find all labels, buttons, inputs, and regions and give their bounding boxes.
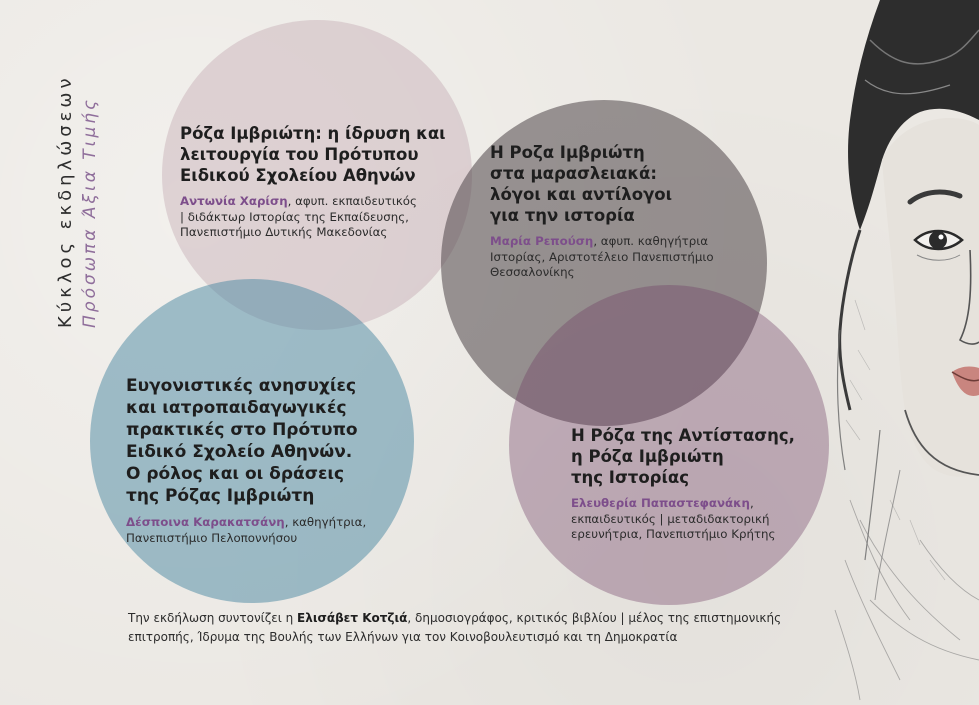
- portrait-sketch: [820, 0, 979, 705]
- moderator-name: Ελισάβετ Κοτζιά: [297, 611, 408, 625]
- speaker-name: Δέσποινα Καρακατσάνη: [126, 515, 285, 529]
- talk-2-title: Η Ροζα Ιμβριώτη στα μαρασλειακά: λόγοι και αντίλογοι για την ιστορία: [490, 143, 673, 225]
- talk-1-title: Ρόζα Ιμβριώτη: η ίδρυση και λειτουργία του Πρότυπου Ειδικού Σχολείου Αθηνών: [180, 124, 446, 185]
- talk-4: [571, 425, 831, 543]
- series-name: Κύκλος εκδηλώσεων: [55, 74, 76, 328]
- series-subtitle: Πρόσωπα Άξια Τιμής: [80, 96, 100, 328]
- series-vertical-label: [54, 74, 102, 328]
- talk-4-speaker: Ελευθερία Παπαστεφανάκη, εκπαιδευτικός | μεταδιδακτορική ερευνήτρια, Πανεπιστήμιο Κρήτης: [571, 496, 776, 541]
- talk-3: [126, 375, 406, 546]
- talk-2-speaker: Μαρία Ρεπούση, αφυπ. καθηγήτρια Ιστορίας, Αριστοτέλειο Πανεπιστήμιο Θεσσαλονίκης: [490, 234, 714, 279]
- talk-2: [490, 142, 760, 281]
- talk-3-speaker: Δέσποινα Καρακατσάνη, καθηγήτρια, Πανεπιστήμιο Πελοποννήσου: [126, 515, 367, 545]
- speaker-name: Αντωνία Χαρίση: [180, 194, 288, 208]
- talk-4-title: Η Ρόζα της Αντίστασης, η Ρόζα Ιμβριώτη της Ιστορίας: [571, 426, 795, 487]
- talk-1-speaker: Αντωνία Χαρίση, αφυπ. εκπαιδευτικός | διδάκτωρ Ιστορίας της Εκπαίδευσης, Πανεπιστήμιο Δυτικής Μακεδονίας: [180, 194, 417, 239]
- talk-3-title: Ευγονιστικές ανησυχίες και ιατροπαιδαγωγικές πρακτικές στο Πρότυπο Ειδικό Σχολείο Αθηνών. Ο ρόλος και οι δράσεις της Ρόζας Ιμβριώτη: [126, 376, 358, 506]
- speaker-name: Μαρία Ρεπούση: [490, 234, 594, 248]
- talk-1: [180, 123, 470, 241]
- speaker-name: Ελευθερία Παπαστεφανάκη: [571, 496, 750, 510]
- moderator-note: Την εκδήλωση συντονίζει η Ελισάβετ Κοτζιά, δημοσιογράφος, κριτικός βιβλίου | μέλος της επιστημονικής επιτροπής, Ίδρυμα της Βουλής των Ελλήνων για τον Κοινοβουλευτισμό και τη Δημοκρατία: [128, 611, 782, 644]
